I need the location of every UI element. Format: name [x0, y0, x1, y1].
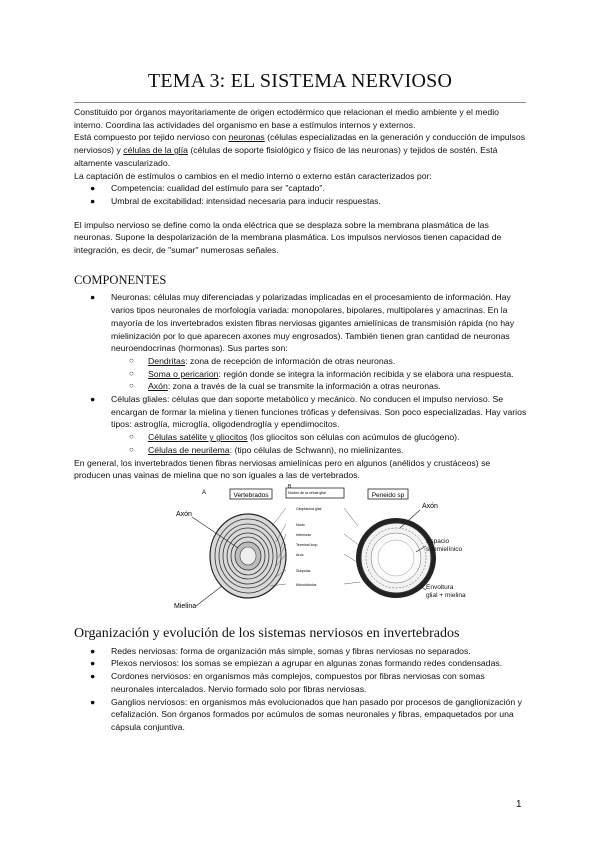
- general-paragraph: En general, los invertebrados tienen fibras nerviosas amielínicas pero en algunos (anélidos y crustáceos) se producen unas vainas de mielina que no son iguales a las de vertebrados.: [74, 457, 491, 481]
- list-item: ● Cordones nerviosos: en organismos más complejos, compuestos por fibras nerviosas con somas neuronales intercalados. Nervio formado solo por fibras nerviosas.: [90, 671, 485, 694]
- captacion-paragraph: La captación de estímulos o cambios en el medio interno o externo están caracterizados por:: [74, 170, 432, 181]
- svg-text:Subpoda: Subpoda: [296, 568, 311, 573]
- bullet-icon: ●: [90, 183, 96, 194]
- svg-text:Peneido sp: Peneido sp: [371, 491, 405, 499]
- list-item: ○ Soma o pericarion: región donde se integra la información recibida y se elabora una respuesta.: [129, 368, 514, 379]
- bullet-icon: ●: [90, 394, 96, 405]
- svg-text:Axón: Axón: [176, 510, 192, 518]
- bullet-icon: ●: [90, 645, 96, 656]
- list-item: ○ Dendritas: zona de recepción de información de otras neuronas.: [129, 355, 396, 366]
- myelin-figure: [174, 483, 466, 618]
- svg-text:Internodo: Internodo: [296, 532, 312, 537]
- list-item: ○ Axón: zona a través de la cual se transmite la información a otras neuronas.: [129, 381, 441, 392]
- bullet-icon: ●: [90, 195, 96, 206]
- impulso-paragraph: El impulso nervioso se define como la onda eléctrica que se desplaza sobre la membrana plasmática de las neuronas. Supone la despolarización de la membrana plasmática. Los impulsos nerviosos tienen capacidad de integración, es decir, de "sumar" numerosas señales.: [74, 219, 502, 256]
- svg-text:Citoplasma glial: Citoplasma glial: [296, 506, 322, 511]
- svg-text:Aros: Aros: [296, 552, 304, 557]
- page-title: TEMA 3: EL SISTEMA NERVIOSO: [147, 70, 453, 92]
- captacion-list: [74, 182, 528, 207]
- svg-text:Vertebrados: Vertebrados: [233, 491, 269, 499]
- list-item: ● Células gliales: células que dan soporte metabólico y mecánico. No conducen el impulso nervioso. Se encargan de formar la mielina y tienen funciones tróficas y defensivas. Son poco especializadas. Hay varios tipos: astroglía, microglía, oligodendroglía y ependimocitos.: [90, 394, 527, 430]
- myelin-diagram: Vertebrados A Axón Mielina Núcleo de la célula glial B Citoplasma glial Nodo Internodo Terminal loop Aros Subpoda Microtúbulos Peneido sp Axón Espacio submielínico Envoltura glial + mielina: [174, 483, 466, 610]
- bullet-icon: ●: [90, 671, 96, 682]
- circle-bullet-icon: ○: [129, 444, 134, 454]
- list-item: ○ Células satélite y gliocitos (los gliocitos son células con acúmulos de glucógeno).: [129, 432, 460, 443]
- intro-paragraph: Constituido por órganos mayoritariamente de origen ectodérmico que relacionan el medio ambiente y el medio interno. Coordina las actividades del organismo en base a estímulos internos y externos.: [74, 107, 499, 130]
- invertebrate-sheath-diagram: [356, 518, 436, 598]
- title-divider: [74, 102, 526, 103]
- list-item: ● Competencia: cualidad del estímulo para ser "captado".: [90, 183, 325, 194]
- list-item: ● Plexos nerviosos: los somas se empiezan a agrupar en algunas zonas formando redes condensadas.: [90, 658, 503, 669]
- svg-text:Núcleo de la célula glial: Núcleo de la célula glial: [288, 490, 326, 495]
- svg-text:Mielina: Mielina: [174, 602, 197, 610]
- bullet-icon: ●: [90, 696, 96, 707]
- circle-bullet-icon: ○: [129, 432, 134, 442]
- neuronas-term: neuronas: [228, 132, 265, 143]
- list-item: ○ Células de neurilema: (tipo células de Schwann), no mielinizantes.: [129, 444, 404, 455]
- svg-text:B: B: [288, 483, 292, 490]
- page-number: 1: [516, 799, 522, 810]
- organizacion-list: [74, 645, 528, 734]
- svg-text:Nodo: Nodo: [296, 522, 305, 527]
- list-item: ● Redes nerviosas: forma de organización más simple, somas y fibras nerviosas no separados.: [90, 645, 471, 656]
- list-item: ● Ganglios nerviosos: en organismos más evolucionados que han pasado por procesos de ganglionización y cefalización. Son órganos formados por acúmulos de somas neuronales y fibras, empaquetados por una cápsula conjuntiva.: [90, 696, 522, 732]
- componentes-heading: COMPONENTES: [74, 272, 167, 287]
- svg-text:Terminal loop: Terminal loop: [296, 542, 318, 547]
- organizacion-heading: Organización y evolución de los sistemas nerviosos en invertebrados: [74, 625, 460, 641]
- list-item: ● Neuronas: células muy diferenciadas y polarizadas implicadas en el procesamiento de información. Hay varios tipos neuronales de morfología variada: monopolares, bipolares, multipolares y amacrinas. En la mayoría de los invertebrados existen fibras nerviosas gigantes amielínicas de transmisión rápida (no hay mielinización por lo que aparecen axones muy engrosados). También tienen gran cantidad de neuronas neuroendocrinas (hormonas). Sus partes son:: [90, 292, 515, 354]
- bullet-icon: ●: [90, 658, 96, 669]
- circle-bullet-icon: ○: [129, 381, 134, 391]
- composition-paragraph: Está compuesto por tejido nervioso con neuronas (células especializadas en la generación y conducción de impulsos nerviosos) y células de la glía (células de soporte fisiológico y físico de las neuronas) y tejidos de sostén. Está altamente vascularizado.: [74, 132, 526, 168]
- glia-term: células de la glía: [123, 145, 188, 156]
- svg-text:A: A: [202, 489, 207, 496]
- svg-text:Microtúbulos: Microtúbulos: [296, 582, 317, 587]
- list-item: ● Umbral de excitabilidad: intensidad necesaria para inducir respuestas.: [90, 195, 381, 206]
- svg-text:Axón: Axón: [422, 502, 438, 510]
- bullet-icon: ●: [90, 292, 96, 303]
- circle-bullet-icon: ○: [129, 355, 134, 365]
- document-body: [74, 106, 528, 734]
- componentes-list: [74, 291, 528, 456]
- circle-bullet-icon: ○: [129, 368, 134, 378]
